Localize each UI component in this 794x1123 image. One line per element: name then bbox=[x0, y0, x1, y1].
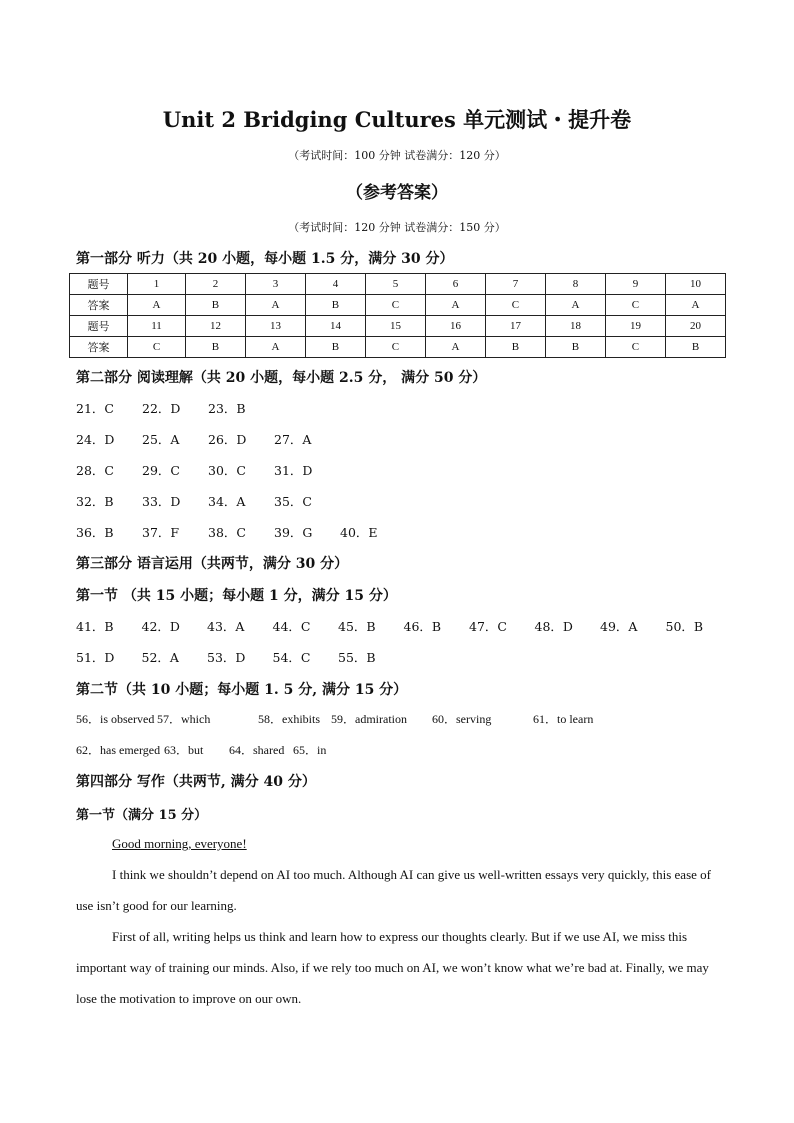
answer-item: 50．B bbox=[665, 619, 704, 634]
answer-item: 30．C bbox=[208, 463, 246, 478]
question-number-label: 题号 bbox=[70, 274, 128, 295]
answer-cell: A bbox=[665, 295, 725, 316]
answer-item: 49．A bbox=[600, 619, 638, 634]
answer-item: 55．B bbox=[338, 650, 376, 665]
question-number-cell: 2 bbox=[185, 274, 245, 295]
listening-answer-table bbox=[69, 273, 726, 358]
answer-cell: B bbox=[665, 337, 725, 358]
answer-item: 60．serving bbox=[432, 712, 492, 726]
answer-item: 51．D bbox=[76, 650, 115, 665]
table-row-answers bbox=[70, 295, 726, 316]
essay bbox=[76, 828, 716, 1014]
answer-cell: C bbox=[128, 337, 186, 358]
question-number-cell: 17 bbox=[485, 316, 545, 337]
answer-cell: B bbox=[485, 337, 545, 358]
part3-heading: 第三部分 语言运用（共两节，满分 30 分） bbox=[76, 556, 349, 572]
answer-item: 26．D bbox=[208, 432, 247, 447]
table-row-answers bbox=[70, 337, 726, 358]
answer-item: 61．to learn bbox=[533, 712, 594, 726]
part4-heading: 第四部分 写作（共两节, 满分 40 分） bbox=[76, 774, 316, 790]
answer-item: 47．C bbox=[469, 619, 507, 634]
answer-item: 43．A bbox=[207, 619, 245, 634]
answer-item: 34．A bbox=[208, 494, 246, 509]
answer-cell: C bbox=[605, 295, 665, 316]
question-number-cell: 13 bbox=[245, 316, 305, 337]
part2-heading: 第二部分 阅读理解（共 20 小题，每小题 2.5 分， 满分 50 分） bbox=[76, 370, 487, 386]
page-title: Unit 2 Bridging Cultures 单元测试・提升卷 bbox=[162, 107, 632, 132]
answer-row bbox=[76, 492, 340, 510]
answer-cell: B bbox=[305, 337, 365, 358]
question-number-cell: 5 bbox=[365, 274, 425, 295]
question-number-cell: 10 bbox=[665, 274, 725, 295]
answer-item: 39．G bbox=[274, 525, 313, 540]
answer-row bbox=[76, 399, 274, 417]
answer-item: 37．F bbox=[142, 525, 180, 540]
answer-item: 31．D bbox=[274, 463, 313, 478]
question-number-cell: 19 bbox=[605, 316, 665, 337]
answer-cell: A bbox=[425, 337, 485, 358]
answer-cell: B bbox=[185, 337, 245, 358]
answer-cell: C bbox=[365, 295, 425, 316]
answer-cell: B bbox=[545, 337, 605, 358]
answer-cell: B bbox=[305, 295, 365, 316]
answer-row bbox=[76, 710, 633, 727]
table-row-question-numbers bbox=[70, 274, 726, 295]
answer-cell: A bbox=[425, 295, 485, 316]
answer-cell: C bbox=[605, 337, 665, 358]
answer-item: 23．B bbox=[208, 401, 246, 416]
question-number-cell: 16 bbox=[425, 316, 485, 337]
answer-label: 答案 bbox=[70, 295, 128, 316]
question-number-cell: 6 bbox=[425, 274, 485, 295]
question-number-cell: 1 bbox=[128, 274, 186, 295]
answer-row bbox=[76, 523, 406, 541]
answer-row bbox=[76, 648, 404, 666]
question-number-cell: 8 bbox=[545, 274, 605, 295]
question-number-cell: 18 bbox=[545, 316, 605, 337]
part3-section1-heading: 第一节 （共 15 小题；每小题 1 分，满分 15 分） bbox=[76, 588, 397, 604]
answer-item: 64．shared bbox=[229, 743, 285, 757]
answer-row bbox=[76, 741, 353, 758]
answer-item: 38．C bbox=[208, 525, 246, 540]
answer-item: 46．B bbox=[403, 619, 442, 634]
answer-key-title: （参考答案） bbox=[346, 183, 448, 203]
question-number-cell: 11 bbox=[128, 316, 186, 337]
answer-item: 27．A bbox=[274, 432, 312, 447]
answer-item: 53．D bbox=[207, 650, 246, 665]
question-number-label: 题号 bbox=[70, 316, 128, 337]
answer-item: 33．D bbox=[142, 494, 181, 509]
answer-item: 57．which bbox=[157, 712, 211, 726]
exam-info: （考试时间：100 分钟 试卷满分：120 分） bbox=[288, 149, 506, 162]
answer-item: 25．A bbox=[142, 432, 180, 447]
answer-label: 答案 bbox=[70, 337, 128, 358]
question-number-cell: 9 bbox=[605, 274, 665, 295]
answer-item: 42．D bbox=[141, 619, 180, 634]
answer-item: 32．B bbox=[76, 494, 114, 509]
answer-item: 59．admiration bbox=[331, 712, 407, 726]
answer-item: 45．B bbox=[338, 619, 376, 634]
part3-section2-heading: 第二节（共 10 小题；每小题 1. 5 分, 满分 15 分） bbox=[76, 682, 408, 698]
answer-cell: A bbox=[245, 295, 305, 316]
exam-info-answer: （考试时间：120 分钟 试卷满分：150 分） bbox=[288, 221, 506, 234]
answer-item: 24．D bbox=[76, 432, 115, 447]
answer-item: 58．exhibits bbox=[258, 712, 320, 726]
question-number-cell: 15 bbox=[365, 316, 425, 337]
answer-cell: A bbox=[545, 295, 605, 316]
answer-item: 63．but bbox=[164, 743, 204, 757]
answer-cell: C bbox=[365, 337, 425, 358]
answer-item: 28．C bbox=[76, 463, 114, 478]
answer-row bbox=[76, 617, 731, 635]
answer-cell: B bbox=[185, 295, 245, 316]
question-number-cell: 7 bbox=[485, 274, 545, 295]
essay-paragraph: First of all, writing helps us think and learn how to express our thoughts clearly. But if we use AI, we miss this important way of training our minds. Also, if we rely too much on AI, we won’t know what we’re bad at. Finally, we may lose the motivation to improve on our own. bbox=[76, 929, 709, 1006]
essay-paragraph: I think we shouldn’t depend on AI too much. Although AI can give us well-written essays very quickly, this ease of use isn’t good for our learning. bbox=[76, 867, 711, 913]
answer-item: 65．in bbox=[293, 743, 327, 757]
answer-item: 62．has emerged bbox=[76, 743, 161, 757]
answer-item: 56．is observed bbox=[76, 712, 155, 726]
answer-item: 29．C bbox=[142, 463, 180, 478]
essay-greeting: Good morning, everyone! bbox=[112, 836, 247, 851]
question-number-cell: 12 bbox=[185, 316, 245, 337]
question-number-cell: 20 bbox=[665, 316, 725, 337]
table-row-question-numbers bbox=[70, 316, 726, 337]
question-number-cell: 14 bbox=[305, 316, 365, 337]
answer-row bbox=[76, 461, 340, 479]
part1-heading: 第一部分 听力（共 20 小题，每小题 1.5 分，满分 30 分） bbox=[76, 251, 454, 267]
part4-section1-heading: 第一节（满分 15 分） bbox=[76, 808, 208, 823]
answer-item: 44．C bbox=[272, 619, 311, 634]
answer-item: 54．C bbox=[272, 650, 311, 665]
answer-item: 52．A bbox=[141, 650, 179, 665]
answer-item: 22．D bbox=[142, 401, 181, 416]
question-number-cell: 4 bbox=[305, 274, 365, 295]
answer-item: 41．B bbox=[76, 619, 114, 634]
answer-row bbox=[76, 430, 340, 448]
answer-item: 40．E bbox=[340, 525, 378, 540]
answer-item: 36．B bbox=[76, 525, 114, 540]
answer-cell: A bbox=[128, 295, 186, 316]
answer-item: 48．D bbox=[534, 619, 573, 634]
answer-cell: C bbox=[485, 295, 545, 316]
answer-item: 21．C bbox=[76, 401, 114, 416]
answer-item: 35．C bbox=[274, 494, 312, 509]
answer-cell: A bbox=[245, 337, 305, 358]
question-number-cell: 3 bbox=[245, 274, 305, 295]
